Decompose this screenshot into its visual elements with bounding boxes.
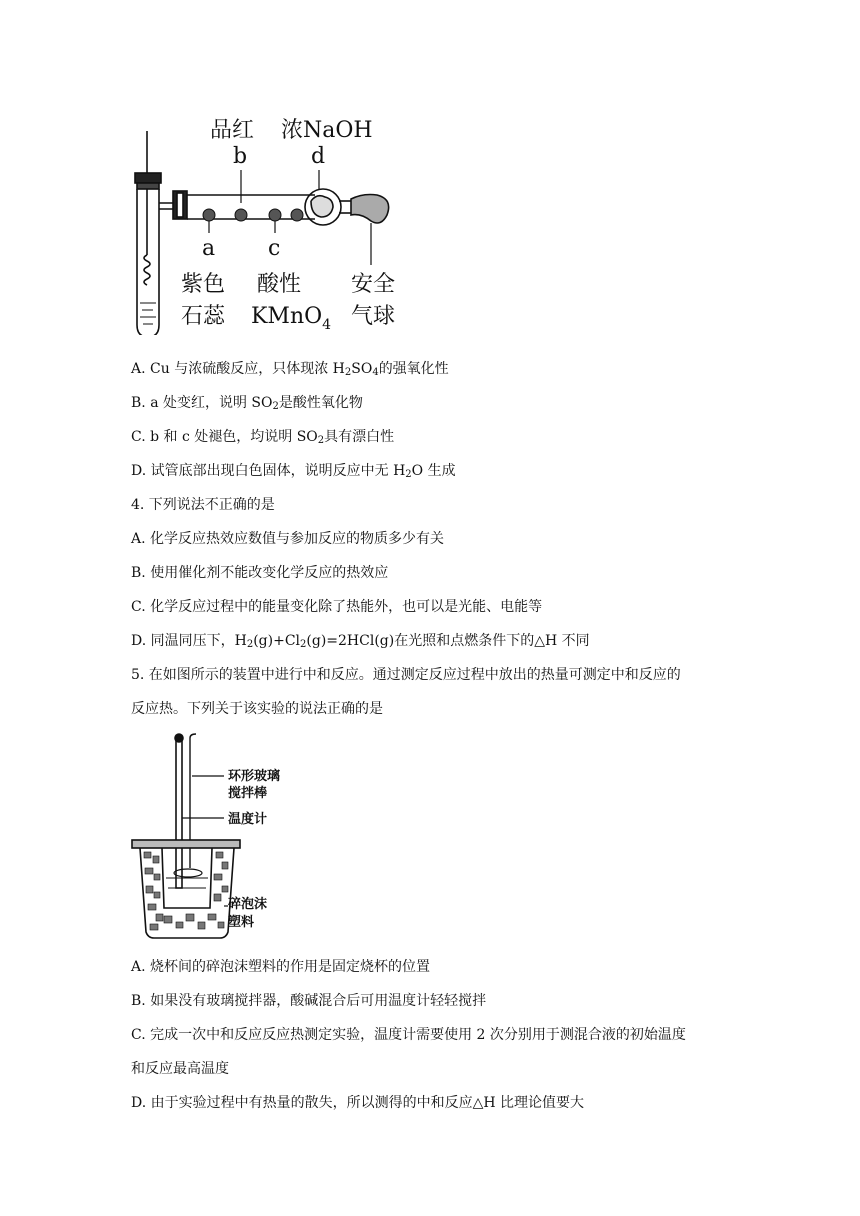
q3-option-a: A. Cu 与浓硫酸反应，只体现浓 $H_2SO_4$的强氧化性 xyxy=(131,361,449,378)
figure-so2-apparatus xyxy=(115,115,415,335)
label-suanxing: 酸性 xyxy=(257,272,302,297)
q4-option-a: A. 化学反应热效应数值与参加反应的物质多少有关 xyxy=(131,531,445,547)
label-pinhong: 品红 xyxy=(210,118,255,143)
q5-option-c-line1: C. 完成一次中和反应反应热测定实验，温度计需要使用 2 次分别用于测混合液的初始温度 xyxy=(131,1027,686,1043)
figure-calorimeter xyxy=(128,728,298,948)
q4-option-c: C. 化学反应过程中的能量变化除了热能外，也可以是光能、电能等 xyxy=(131,599,543,615)
q5-stem-line1: 5. 在如图所示的装置中进行中和反应。通过测定反应过程中放出的热量可测定中和反应的 xyxy=(131,667,681,683)
letter-d: d xyxy=(311,144,326,169)
q4-option-b: B. 使用催化剂不能改变化学反应的热效应 xyxy=(131,565,389,581)
label-naoh: 浓NaOH xyxy=(281,118,373,143)
label-stirrer-2: 搅拌棒 xyxy=(228,786,268,801)
label-foam-2: 塑料 xyxy=(228,915,255,930)
q5-stem-line2: 反应热。下列关于该实验的说法正确的是 xyxy=(131,701,383,717)
label-stirrer-1: 环形玻璃 xyxy=(228,769,281,784)
q5-option-b: B. 如果没有玻璃搅拌器，酸碱混合后可用温度计轻轻搅拌 xyxy=(131,993,487,1009)
label-zise: 紫色 xyxy=(181,272,226,297)
label-anquan: 安全 xyxy=(351,272,396,297)
label-shirui: 石蕊 xyxy=(181,304,226,329)
label-qiqiu: 气球 xyxy=(351,304,396,329)
q4-option-d: D. 同温同压下，$H_2(g)+Cl_2(g)=2HCl(g)$在光照和点燃条件下的△H 不同 xyxy=(131,633,590,650)
letter-a: a xyxy=(202,236,216,261)
q5-option-c-line2: 和反应最高温度 xyxy=(131,1061,229,1077)
q3-option-c: C. b 和 c 处褪色，均说明 $SO_2$具有漂白性 xyxy=(131,429,395,446)
label-kmno4: KMnO$_4$ xyxy=(251,304,332,333)
q3-option-d: D. 试管底部出现白色固体，说明反应中无 $H_2O$ 生成 xyxy=(131,463,456,480)
letter-b: b xyxy=(233,144,248,169)
q5-option-a: A. 烧杯间的碎泡沫塑料的作用是固定烧杯的位置 xyxy=(131,959,431,975)
q4-stem: 4. 下列说法不正确的是 xyxy=(131,497,275,513)
letter-c: c xyxy=(268,236,281,261)
label-foam-1: 碎泡沫 xyxy=(228,897,268,912)
q5-option-d: D. 由于实验过程中有热量的散失，所以测得的中和反应△H 比理论值要大 xyxy=(131,1095,585,1111)
label-thermometer: 温度计 xyxy=(228,812,268,827)
q3-option-b: B. a 处变红，说明 $SO_2$是酸性氧化物 xyxy=(131,395,363,412)
